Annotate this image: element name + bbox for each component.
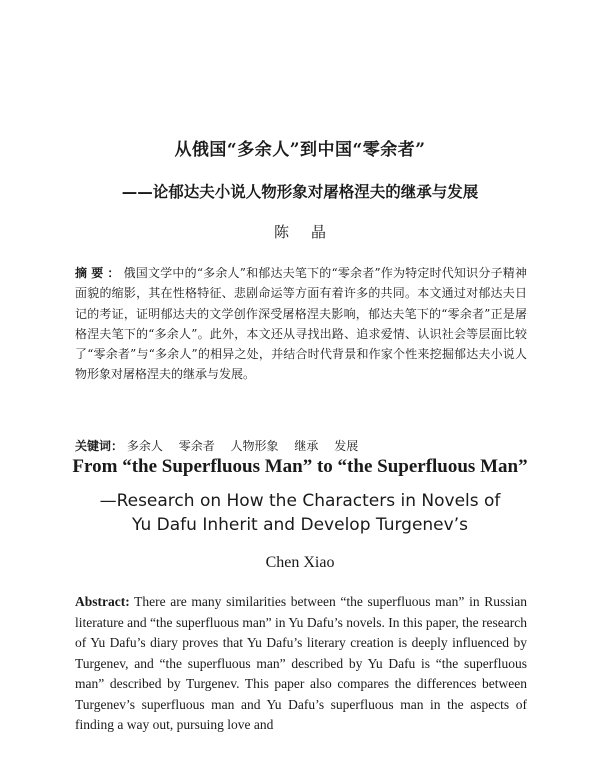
chinese-abstract-label: 摘要：: [75, 266, 124, 280]
keyword: 继承: [294, 439, 319, 453]
english-abstract-label: Abstract:: [75, 594, 130, 609]
english-abstract-text: There are many similarities between “the superfluous man” in Russian literature and “the superfluous man” in Yu Dafu’s novels. In this paper, the research of Yu Dafu’s diary proves that Yu Dafu’s literary creation is deeply influenced by Turgenev, and “the superfluous man” described by Yu Dafu is “the superfluous man” described by Turgenev. This paper also compares the differences between Turgenev’s superfluous man and Yu Dafu’s superfluous man in the aspects of finding a way out, pursuing love and: [75, 594, 527, 732]
english-subtitle: —Research on How the Characters in Novels of Yu Dafu Inherit and Develop Turgenev’s: [99, 491, 501, 535]
keyword: 发展: [334, 439, 359, 453]
english-abstract: [75, 592, 527, 736]
keyword: 多余人: [126, 439, 163, 453]
chinese-abstract-text: 俄国文学中的“多余人”和郁达夫笔下的“零余者”作为特定时代知识分子精神面貌的缩影，其在性格特征、悲剧命运等方面有着许多的共同。本文通过对郁达夫日记的考证，证明郁达夫的文学创作深受屠格涅夫影响，郁达夫笔下的“零余者”正是屠格涅夫笔下的“多余人”。此外，本文还从寻找出路、追求爱情、认识社会等层面比较了“零余者”与“多余人”的相异之处，并结合时代背景和作家个性来挖掘郁达夫小说人物形象对屠格涅夫的继承与发展。: [75, 266, 527, 382]
chinese-keywords-label: 关键词：: [75, 439, 124, 453]
chinese-author: 陈晶: [273, 223, 348, 241]
chinese-keywords: [75, 436, 527, 456]
english-author: Chen Xiao: [265, 554, 335, 571]
keyword: 人物形象: [230, 439, 279, 453]
chinese-abstract: [75, 263, 527, 385]
keyword: 零余者: [178, 439, 215, 453]
chinese-title: 从俄国“多余人”到中国“零余者”: [174, 140, 426, 160]
english-title: From “the Superfluous Man” to “the Superfluous Man”: [72, 456, 528, 477]
chinese-subtitle: ——论郁达夫小说人物形象对屠格涅夫的继承与发展: [121, 183, 479, 201]
